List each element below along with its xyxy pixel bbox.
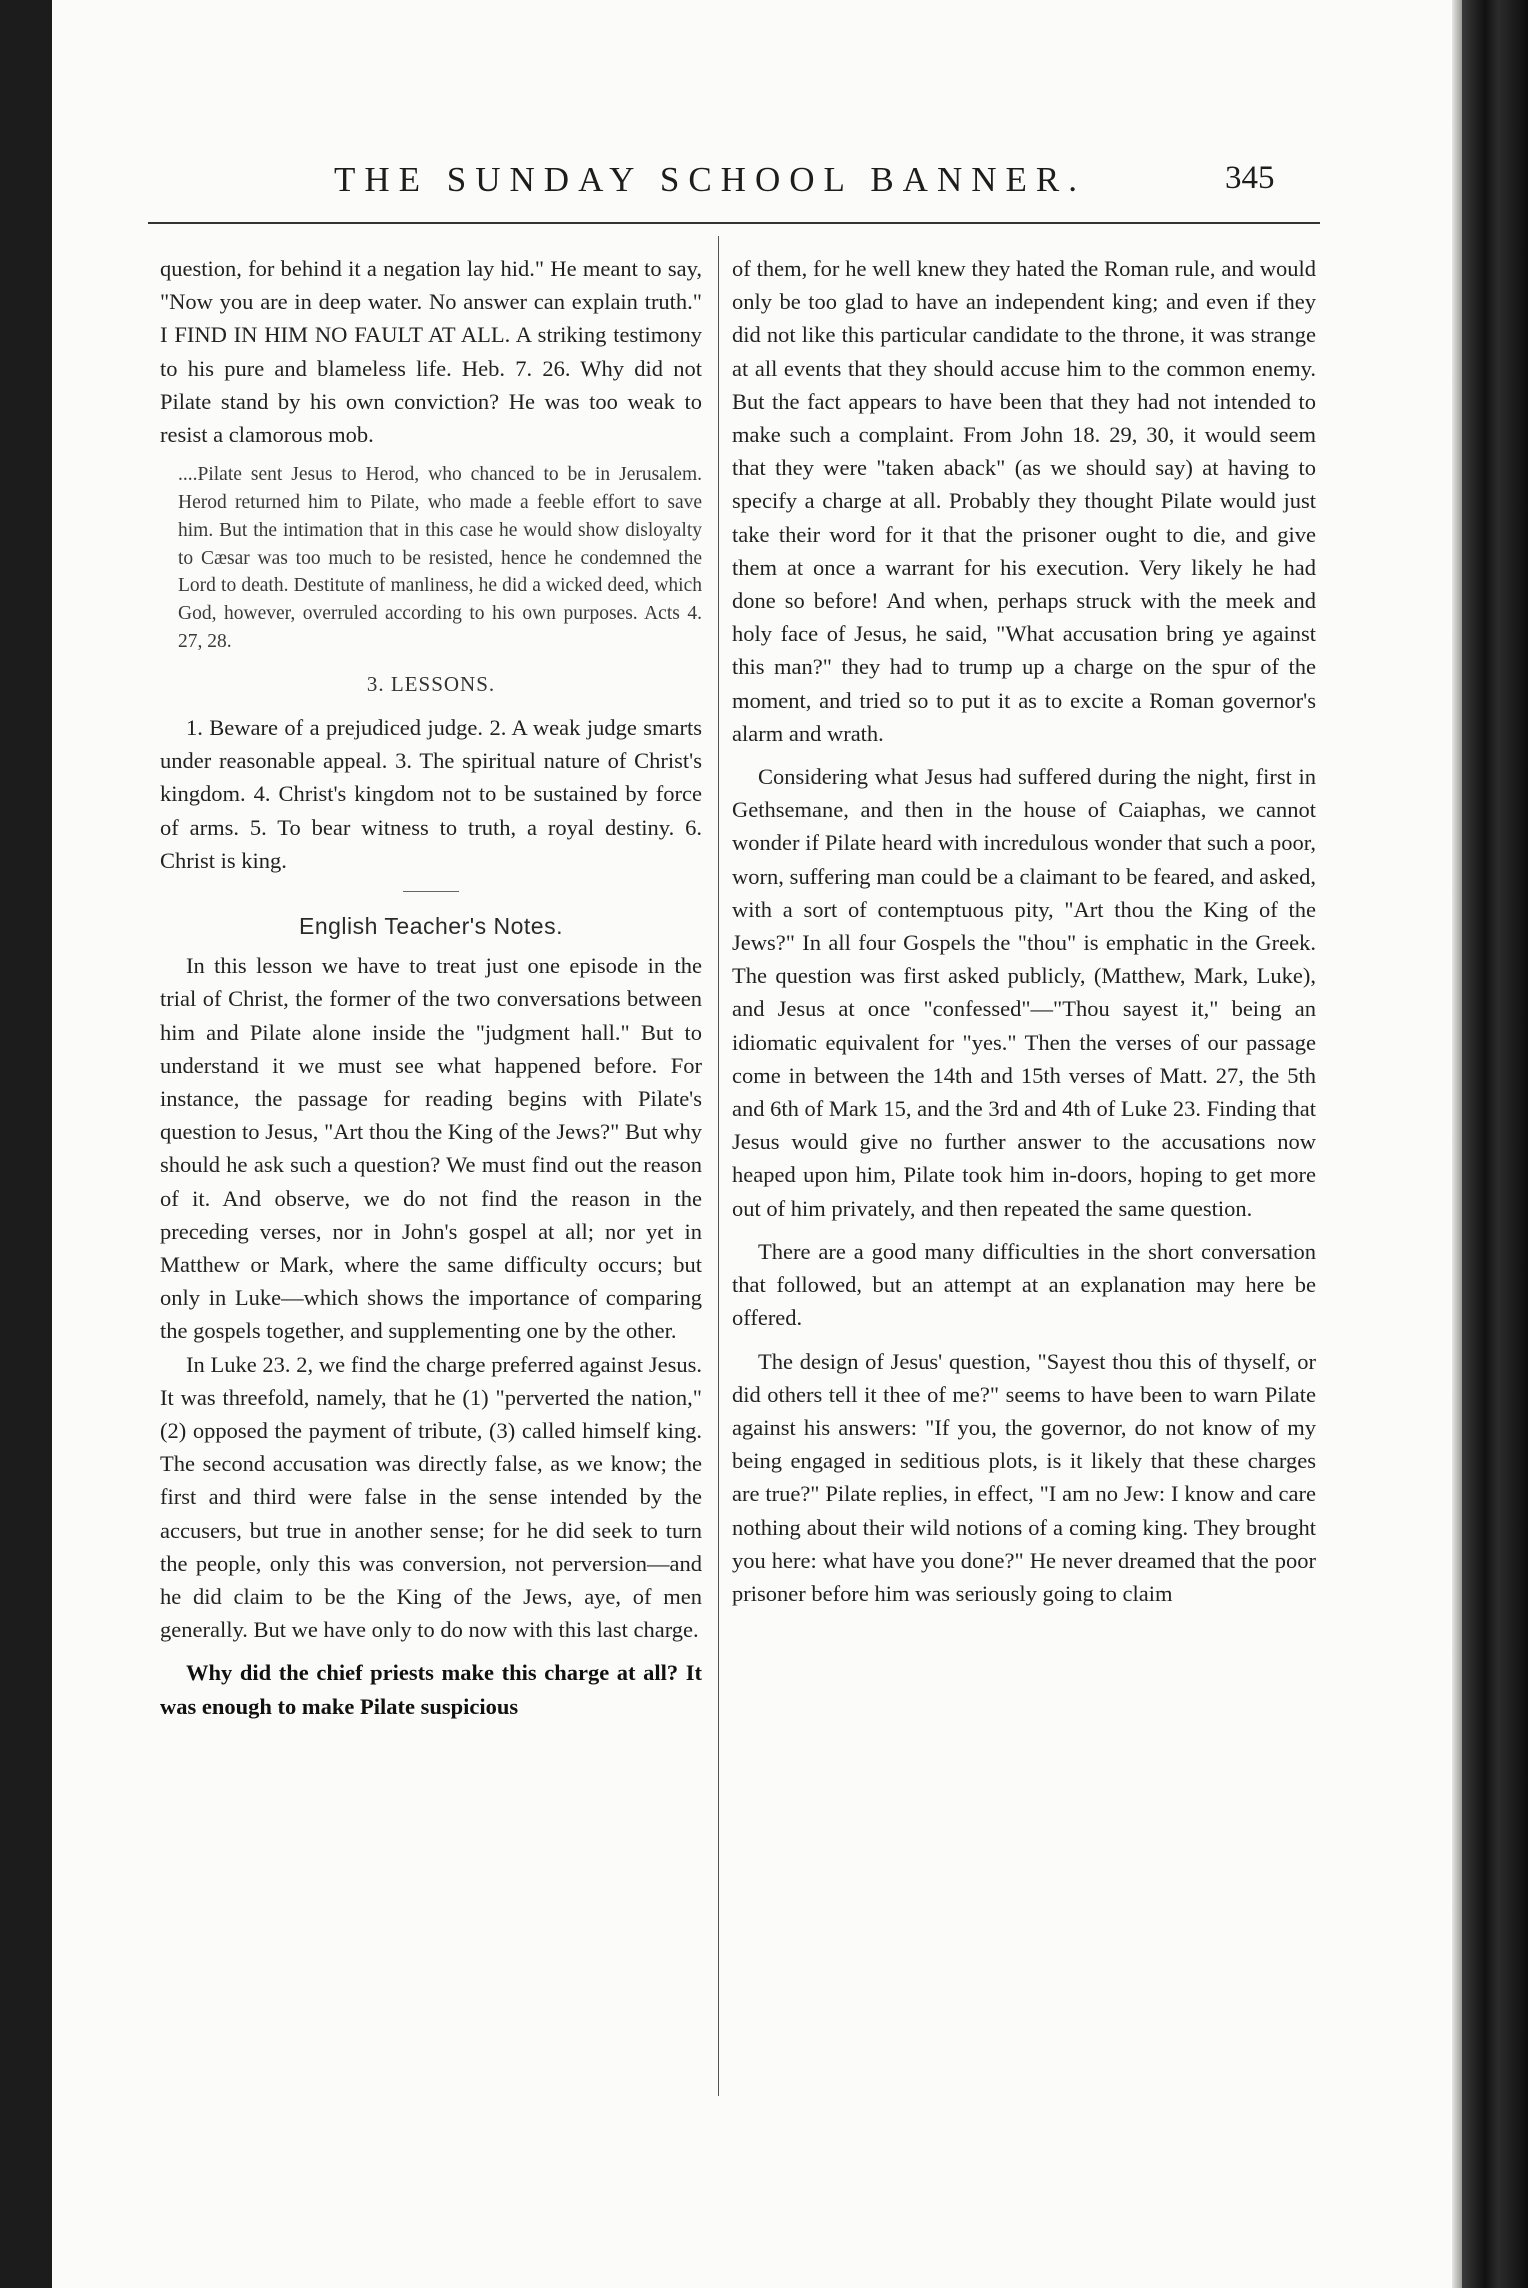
left-paragraph-4: Why did the chief priests make this charge at all? It was enough to make Pilate suspicious: [160, 1660, 702, 1719]
right-column: [732, 252, 1316, 1610]
left-paragraph-2: In this lesson we have to treat just one episode in the trial of Christ, the former of the two conversations between him and Pilate alone inside the "judgment hall." But to understand it we must see what happened before. For instance, the passage for reading begins with Pilate's question to Jesus, "Art thou the King of the Jews?" But why should he ask such a question? We must find out the reason of it. And observe, we do not find the reason in the preceding verses, nor in John's gospel at all; nor yet in Matthew or Mark, where the same difficulty occurs; but only in Luke—which shows the importance of comparing the gospels together, and supplementing one by the other.: [160, 953, 702, 1344]
right-paragraph-3: There are a good many difficulties in the short conversation that followed, but an attempt at an explanation may here be offered.: [732, 1238, 1316, 1331]
page-edge: [1452, 0, 1462, 2288]
left-column: [160, 252, 702, 1723]
running-title: THE SUNDAY SCHOOL BANNER.: [334, 160, 1086, 199]
lessons-list: 1. Beware of a prejudiced judge. 2. A weak judge smarts under reasonable appeal. 3. The spiritual nature of Christ's kingdom. 4. Christ's kingdom not to be sustained by force of arms. 5. To bear witness to truth, a royal destiny. 6. Christ is king.: [160, 715, 702, 873]
notes-heading: English Teacher's Notes.: [299, 913, 563, 940]
header-rule: [148, 222, 1320, 224]
left-paragraph-1: question, for behind it a negation lay hid." He meant to say, "Now you are in deep water. No answer can explain truth." I FIND IN HIM NO FAULT AT ALL. A striking testimony to his pure and blameless life. Heb. 7. 26. Why did not Pilate stand by his own conviction? He was too weak to resist a clamorous mob.: [160, 256, 702, 448]
book-spine: [1462, 0, 1528, 2288]
right-paragraph-1: of them, for he well knew they hated the Roman rule, and would only be too glad to have an independent king; and even if they did not like this particular candidate to the throne, it was strange at all events that they should accuse him to the common enemy. But the fact appears to have been that they had not intended to make such a complaint. From John 18. 29, 30, it would seem that they were "taken aback" (as we should say) at having to specify a charge at all. Probably they thought Pilate would just take their word for it that the prisoner ought to die, and give them at once a warrant for his execution. Very likely he had done so before! And when, perhaps struck with the meek and holy face of Jesus, he said, "What accusation bring ye against this man?" they had to trump up a charge on the spur of the moment, and tried so to put it as to excite a Roman governor's alarm and wrath.: [732, 256, 1316, 746]
lessons-heading: 3. LESSONS.: [366, 671, 496, 696]
section-rule: [403, 891, 459, 892]
left-note: ....Pilate sent Jesus to Herod, who chanced to be in Jerusalem. Herod returned him to Pilate, who made a feeble effort to save him. But the intimation that in this case he would show disloyalty to Cæsar was too much to be resisted, hence he condemned the Lord to death. Destitute of manliness, he did a wicked deed, which God, however, overruled according to his own purposes. Acts 4. 27, 28.: [178, 464, 702, 652]
left-paragraph-3: In Luke 23. 2, we find the charge preferred against Jesus. It was threefold, namely, that he (1) "perverted the nation," (2) opposed the payment of tribute, (3) called himself king. The second accusation was directly false, as we know; the first and third were false in the sense intended by the accusers, but true in another sense; for he did seek to turn the people, only this was conversion, not perversion—and he did claim to be the King of the Jews, aye, of men generally. But we have only to do now with this last charge.: [160, 1351, 702, 1643]
column-divider: [718, 236, 719, 2096]
right-paragraph-2: Considering what Jesus had suffered during the night, first in Gethsemane, and then in the house of Caiaphas, we cannot wonder if Pilate heard with incredulous wonder that such a poor, worn, suffering man could be a claimant to be feared, and asked, with a sort of contemptuous pity, "Art thou the King of the Jews?" In all four Gospels the "thou" is emphatic in the Greek. The question was first asked publicly, (Matthew, Mark, Luke), and Jesus at once "confessed"—"Thou sayest it," being an idiomatic equivalent for "yes." Then the verses of our passage come in between the 14th and 15th verses of Matt. 27, the 5th and 6th of Mark 15, and the 3rd and 4th of Luke 23. Finding that Jesus would give no further answer to the accusations now heaped upon him, Pilate took him in-doors, hoping to get more out of him privately, and then repeated the same question.: [732, 764, 1316, 1221]
page-number: 345: [1225, 160, 1275, 196]
right-paragraph-4: The design of Jesus' question, "Sayest thou this of thyself, or did others tell it thee of me?" seems to have been to warn Pilate against his answers: "If you, the governor, do not know of my being engaged in seditious plots, is it likely that these charges are true?" Pilate replies, in effect, "I am no Jew: I know and care nothing about their wild notions of a coming king. They brought you here: what have you done?" He never dreamed that the poor prisoner before him was seriously going to claim: [732, 1348, 1316, 1606]
